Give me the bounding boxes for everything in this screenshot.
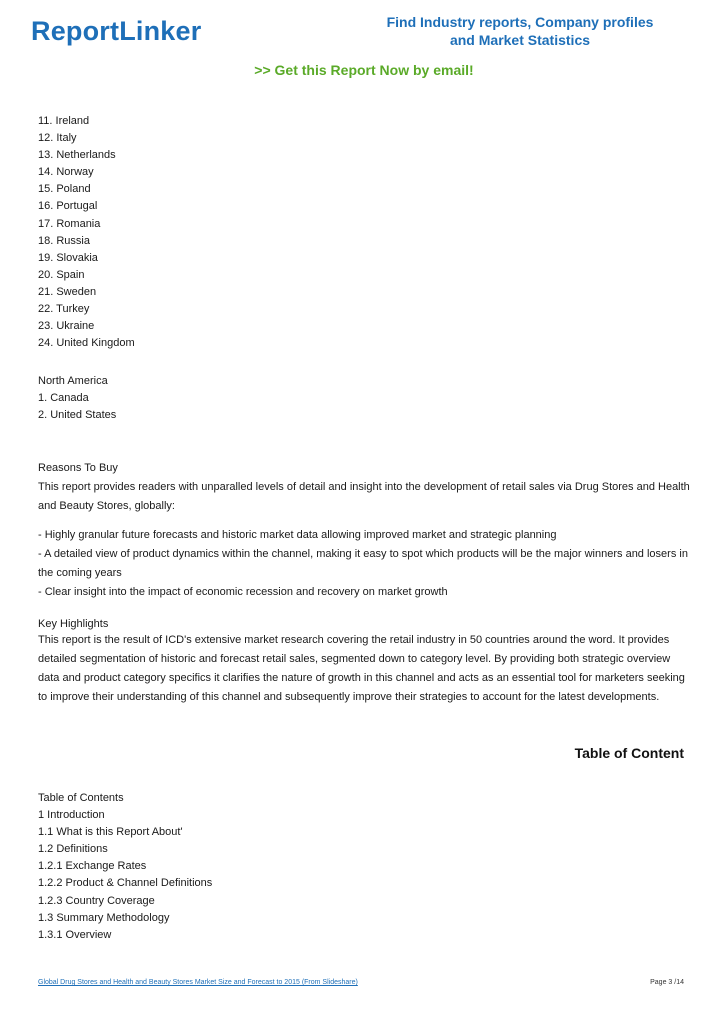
reason-bullet: - Highly granular future forecasts and historic market data allowing improved market and strategic planning	[38, 529, 557, 541]
list-item: 2. United States	[38, 409, 117, 422]
north-america-list	[38, 390, 116, 424]
reasons-intro: This report provides readers with unparalled levels of detail and insight into the development of retail sales via Drug Stores and Health and Beauty Stores, globally:	[38, 481, 690, 512]
list-item: 22. Turkey	[38, 303, 90, 316]
reportlinker-logo[interactable]: ReportLinker	[31, 16, 202, 46]
toc-list	[38, 790, 212, 944]
list-item: 18. Russia	[38, 234, 90, 247]
europe-country-list	[38, 113, 135, 352]
list-item: 19. Slovakia	[38, 251, 98, 264]
reason-bullet: - Clear insight into the impact of economic recession and recovery on market growth	[38, 586, 448, 598]
toc-item: 1 Introduction	[38, 809, 105, 822]
toc-item: 1.2.3 Country Coverage	[38, 894, 155, 907]
list-item: 14. Norway	[38, 166, 94, 179]
list-item: 21. Sweden	[38, 285, 97, 298]
toc-item: Table of Contents	[38, 792, 124, 804]
table-of-content-title: Table of Content	[574, 745, 684, 761]
get-report-by-email-link[interactable]: >> Get this Report Now by email!	[254, 62, 474, 78]
list-item: 24. United Kingdom	[38, 337, 135, 350]
list-item: 17. Romania	[38, 217, 101, 230]
key-highlights-text: This report is the result of ICD's extensive market research covering the retail industry in 50 countries around the word. It provides detailed segmentation of historic and forecast retail sales, segmented down to category level. By providing both strategic overview data and product category specifics it clarifies the nature of growth in this channel and acts as an essential tool for marketers seeking to improve their understanding of this channel and subsequently improve their strategies to account for the latest developments.	[38, 634, 685, 703]
list-item: 16. Portugal	[38, 200, 98, 213]
list-item: 23. Ukraine	[38, 320, 95, 333]
toc-item: 1.2.2 Product & Channel Definitions	[38, 877, 213, 890]
list-item: 11. Ireland	[38, 115, 90, 127]
list-item: 15. Poland	[38, 183, 91, 196]
page-number: Page 3 /14	[650, 979, 684, 986]
toc-item: 1.1 What is this Report About'	[38, 826, 183, 839]
site-tagline	[370, 13, 670, 49]
toc-item: 1.2.1 Exchange Rates	[38, 860, 147, 873]
toc-item: 1.3 Summary Methodology	[38, 911, 170, 924]
tagline-line-2: and Market Statistics	[449, 32, 591, 48]
reason-bullet: - A detailed view of product dynamics within the channel, making it easy to spot which products will be the major winners and losers in the coming years	[38, 548, 688, 579]
north-america-heading: North America	[38, 375, 108, 387]
report-source-link[interactable]: Global Drug Stores and Health and Beauty Stores Market Size and Forecast to 2015 (From Slideshare)	[38, 979, 358, 986]
reasons-to-buy-heading: Reasons To Buy	[38, 462, 118, 474]
list-item: 20. Spain	[38, 268, 85, 281]
key-highlights-heading: Key Highlights	[38, 618, 109, 630]
tagline-line-1: Find Industry reports, Company profiles	[386, 14, 654, 30]
toc-item: 1.3.1 Overview	[38, 928, 112, 941]
list-item: 1. Canada	[38, 392, 89, 404]
list-item: 13. Netherlands	[38, 149, 116, 162]
toc-item: 1.2 Definitions	[38, 843, 108, 856]
list-item: 12. Italy	[38, 132, 77, 145]
